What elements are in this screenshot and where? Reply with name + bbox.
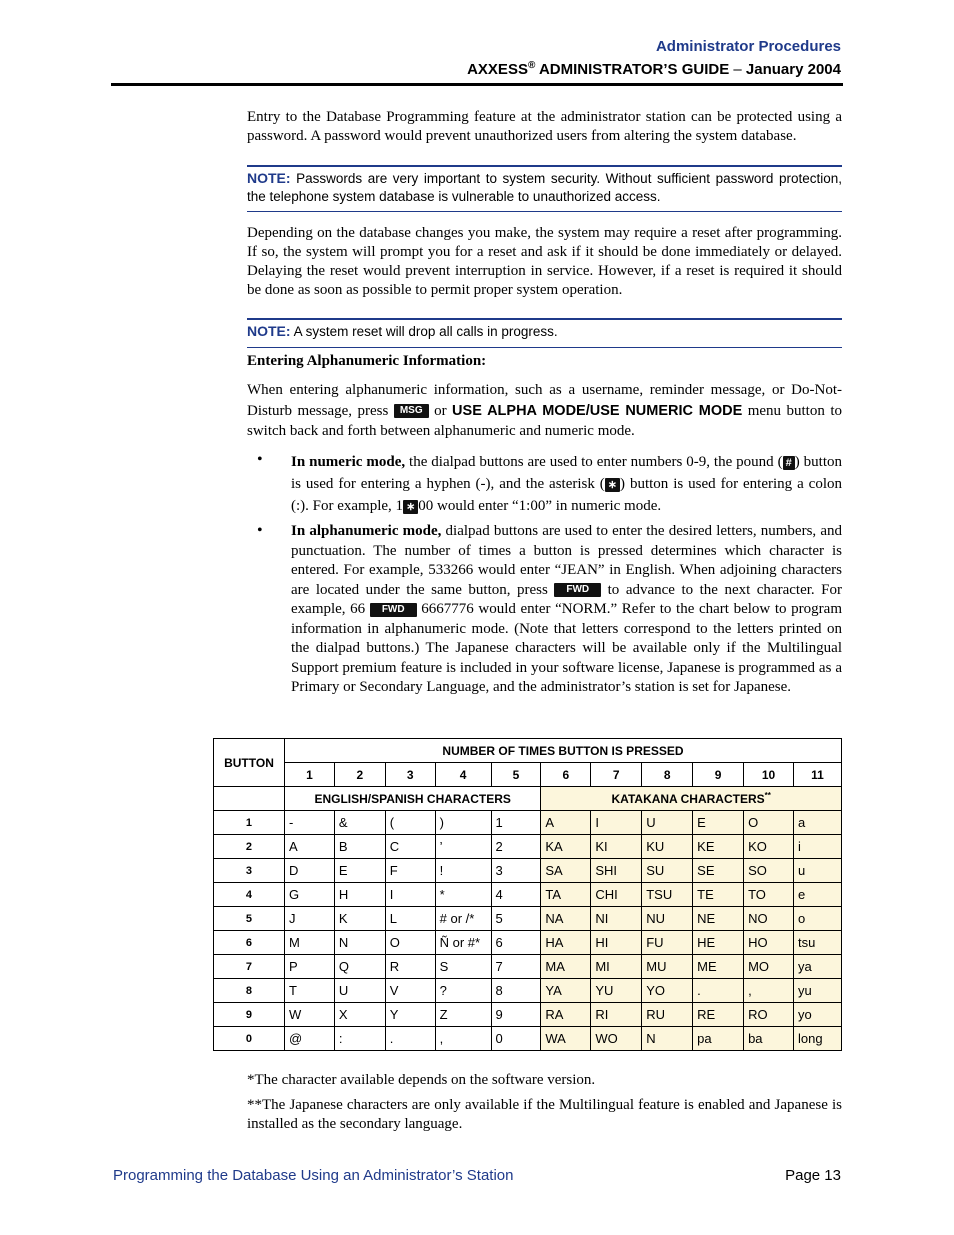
registered-mark: ®	[527, 60, 536, 71]
katakana-cell: O	[744, 811, 794, 835]
katakana-cell: RA	[541, 1003, 591, 1027]
katakana-cell: pa	[693, 1027, 744, 1051]
katakana-header-label: KATAKANA CHARACTERS	[611, 792, 765, 806]
english-cell: :	[334, 1027, 385, 1051]
numeric-mode-bullet	[291, 451, 842, 517]
english-cell: V	[385, 979, 435, 1003]
katakana-cell: o	[794, 907, 842, 931]
english-cell: 2	[491, 835, 541, 859]
english-cell: W	[284, 1003, 334, 1027]
katakana-header	[541, 787, 842, 811]
bullet-marker: •	[257, 522, 263, 539]
katakana-cell: NA	[541, 907, 591, 931]
press-count-header: 6	[541, 763, 591, 787]
intro-paragraph: Entry to the Database Programming feature at the administrator station can be protected using a password. A password would prevent unauthorized users from altering the system database.	[247, 109, 842, 144]
text-run: ) button is used for entering a colon (:). For example, 1	[291, 476, 842, 514]
press-count-header: 10	[744, 763, 794, 787]
button-cell: 1	[214, 811, 285, 835]
katakana-cell: KE	[693, 835, 744, 859]
katakana-cell: HE	[693, 931, 744, 955]
footnote-software-version: *The character available depends on the software version.	[247, 1072, 596, 1088]
press-count-header: 3	[385, 763, 435, 787]
footnote-japanese: **The Japanese characters are only available if the Multilingual feature is enabled and Japanese is installed as the secondary language.	[247, 1097, 842, 1132]
katakana-footnote-mark: **	[764, 791, 771, 800]
button-cell: 9	[214, 1003, 285, 1027]
katakana-cell: SE	[693, 859, 744, 883]
fwd-key: FWD	[370, 603, 417, 617]
bullet-lead: In alphanumeric mode,	[291, 523, 442, 539]
katakana-cell: E	[693, 811, 744, 835]
table-row	[214, 907, 842, 931]
english-cell: 7	[491, 955, 541, 979]
katakana-cell: MA	[541, 955, 591, 979]
english-cell: R	[385, 955, 435, 979]
english-cell: F	[385, 859, 435, 883]
press-count-header: 8	[642, 763, 693, 787]
english-cell: O	[385, 931, 435, 955]
english-cell: P	[284, 955, 334, 979]
katakana-cell: HI	[591, 931, 642, 955]
table-row	[214, 979, 842, 1003]
section-heading: Entering Alphanumeric Information:	[247, 353, 487, 369]
katakana-cell: I	[591, 811, 642, 835]
press-count-header: 7	[591, 763, 642, 787]
english-cell: -	[284, 811, 334, 835]
button-cell: 3	[214, 859, 285, 883]
katakana-cell: ya	[794, 955, 842, 979]
english-cell: 5	[491, 907, 541, 931]
english-cell: Q	[334, 955, 385, 979]
katakana-cell: MU	[642, 955, 693, 979]
katakana-cell: .	[693, 979, 744, 1003]
press-count-header: 9	[693, 763, 744, 787]
katakana-cell: YO	[642, 979, 693, 1003]
katakana-cell: MO	[744, 955, 794, 979]
katakana-cell: SA	[541, 859, 591, 883]
english-cell: 1	[491, 811, 541, 835]
text-run: ) button is used for entering a hyphen (-), and the asterisk (	[291, 454, 842, 492]
english-cell: S	[435, 955, 491, 979]
english-cell: N	[334, 931, 385, 955]
english-cell: X	[334, 1003, 385, 1027]
katakana-cell: CHI	[591, 883, 642, 907]
katakana-cell: MI	[591, 955, 642, 979]
asterisk-key: ∗	[605, 478, 620, 492]
note-password	[247, 165, 842, 212]
english-cell: I	[385, 883, 435, 907]
fwd-key: FWD	[554, 583, 601, 597]
english-cell: ,	[435, 1027, 491, 1051]
english-cell: A	[284, 835, 334, 859]
numeric-mode-command: USE NUMERIC MODE	[589, 402, 743, 419]
english-cell: *	[435, 883, 491, 907]
katakana-cell: ,	[744, 979, 794, 1003]
table-row	[214, 811, 842, 835]
alphanumeric-mode-bullet	[291, 522, 842, 698]
katakana-cell: NO	[744, 907, 794, 931]
text-run: the dialpad buttons are used to enter numbers 0-9, the pound (	[405, 454, 783, 470]
press-count-header: 4	[435, 763, 491, 787]
table-row	[214, 883, 842, 907]
bullet-marker: •	[257, 451, 263, 468]
text-run: 00 would enter “1:00” in numeric mode.	[418, 498, 662, 514]
english-cell: )	[435, 811, 491, 835]
header-section-title: Administrator Procedures	[655, 38, 841, 55]
title-dash: –	[729, 61, 746, 78]
english-cell: # or /*	[435, 907, 491, 931]
text-run: When entering alphanumeric information, such as a username, reminder message, or Do-Not-Disturb message, press	[247, 382, 842, 419]
guide-name-rest: ADMINISTRATOR’S GUIDE	[535, 61, 730, 78]
english-cell: ’	[435, 835, 491, 859]
english-cell: @	[284, 1027, 334, 1051]
katakana-cell: RI	[591, 1003, 642, 1027]
table-row	[214, 859, 842, 883]
press-count-header: 11	[794, 763, 842, 787]
english-cell: 6	[491, 931, 541, 955]
english-cell: .	[385, 1027, 435, 1051]
table-row	[214, 1003, 842, 1027]
note-text: Passwords are very important to system security. Without sufficient password protection, the telephone system database is vulnerable to unauthorized access.	[247, 171, 842, 204]
guide-date: January 2004	[745, 61, 841, 78]
empty-cell	[214, 787, 285, 811]
english-cell: J	[284, 907, 334, 931]
katakana-cell: SHI	[591, 859, 642, 883]
button-cell: 6	[214, 931, 285, 955]
katakana-cell: yu	[794, 979, 842, 1003]
button-cell: 2	[214, 835, 285, 859]
katakana-cell: N	[642, 1027, 693, 1051]
table-row	[214, 955, 842, 979]
asterisk-key: ∗	[403, 500, 418, 514]
text-run: menu button to switch back and forth between alphanumeric and numeric mode.	[247, 402, 842, 439]
english-cell: T	[284, 979, 334, 1003]
katakana-cell: TO	[744, 883, 794, 907]
msg-key: MSG	[394, 404, 429, 418]
katakana-cell: A	[541, 811, 591, 835]
presses-header: NUMBER OF TIMES BUTTON IS PRESSED	[284, 739, 841, 763]
katakana-cell: SU	[642, 859, 693, 883]
text-run: to advance to the next character. For example, 66	[291, 581, 842, 617]
english-cell: Ñ or #*	[435, 931, 491, 955]
character-chart-table	[213, 738, 842, 1051]
katakana-cell: TE	[693, 883, 744, 907]
reset-paragraph: Depending on the database changes you make, the system may require a reset after programming. If so, the system will prompt you for a reset and ask if it should be done immediately or delayed. Delaying the reset would prevent interruption in service. However, if a reset is required it should be done as soon as possible to permit proper system operation.	[247, 225, 842, 298]
katakana-cell: i	[794, 835, 842, 859]
note-label: NOTE:	[247, 323, 291, 339]
katakana-cell: ME	[693, 955, 744, 979]
note-label: NOTE:	[247, 170, 291, 186]
english-cell: H	[334, 883, 385, 907]
katakana-cell: HO	[744, 931, 794, 955]
katakana-cell: TSU	[642, 883, 693, 907]
english-cell: L	[385, 907, 435, 931]
footer-chapter-title: Programming the Database Using an Administrator’s Station	[113, 1167, 514, 1184]
katakana-cell: YU	[591, 979, 642, 1003]
bullet-lead: In numeric mode,	[291, 454, 406, 470]
button-cell: 4	[214, 883, 285, 907]
english-cell: U	[334, 979, 385, 1003]
katakana-cell: WA	[541, 1027, 591, 1051]
english-cell: 0	[491, 1027, 541, 1051]
katakana-cell: e	[794, 883, 842, 907]
katakana-cell: HA	[541, 931, 591, 955]
english-spanish-header: ENGLISH/SPANISH CHARACTERS	[284, 787, 540, 811]
katakana-cell: RO	[744, 1003, 794, 1027]
english-cell: B	[334, 835, 385, 859]
press-count-header: 5	[491, 763, 541, 787]
english-cell: M	[284, 931, 334, 955]
katakana-cell: tsu	[794, 931, 842, 955]
english-cell: C	[385, 835, 435, 859]
english-cell: E	[334, 859, 385, 883]
english-cell: &	[334, 811, 385, 835]
button-cell: 0	[214, 1027, 285, 1051]
button-cell: 8	[214, 979, 285, 1003]
english-cell: G	[284, 883, 334, 907]
katakana-cell: NU	[642, 907, 693, 931]
katakana-cell: KU	[642, 835, 693, 859]
pound-key: #	[783, 456, 795, 470]
alpha-mode-command: USE ALPHA MODE	[452, 402, 586, 419]
button-cell: 7	[214, 955, 285, 979]
katakana-cell: long	[794, 1027, 842, 1051]
katakana-cell: TA	[541, 883, 591, 907]
english-cell: 9	[491, 1003, 541, 1027]
note-text: A system reset will drop all calls in progress.	[290, 324, 558, 339]
english-cell: ?	[435, 979, 491, 1003]
slash: /	[585, 402, 590, 419]
katakana-cell: KI	[591, 835, 642, 859]
text-run: or	[428, 402, 453, 419]
katakana-cell: a	[794, 811, 842, 835]
page-number: Page 13	[785, 1167, 841, 1184]
alpha-mode-paragraph	[247, 380, 842, 442]
english-cell: Y	[385, 1003, 435, 1027]
katakana-cell: FU	[642, 931, 693, 955]
table-row	[214, 931, 842, 955]
english-cell: K	[334, 907, 385, 931]
katakana-cell: ba	[744, 1027, 794, 1051]
press-count-header: 1	[284, 763, 334, 787]
english-cell: !	[435, 859, 491, 883]
katakana-cell: WO	[591, 1027, 642, 1051]
button-column-header: BUTTON	[214, 739, 285, 787]
guide-name: AXXESS	[467, 61, 528, 78]
katakana-cell: KO	[744, 835, 794, 859]
table-row	[214, 1027, 842, 1051]
text-run: 6667776 would enter “NORM.” Refer to the chart below to program information in alphanumeric mode. (Note that letters correspond to the letters printed on the dialpad buttons.) The Japanese characters will be available only if the Multilingual Support premium feature is included in your software license, Japanese is programmed as a Primary or Secondary Language, and the administrator’s station is set for Japanese.	[291, 601, 842, 695]
katakana-cell: KA	[541, 835, 591, 859]
english-cell: D	[284, 859, 334, 883]
katakana-cell: U	[642, 811, 693, 835]
header-rule	[111, 83, 843, 86]
katakana-cell: yo	[794, 1003, 842, 1027]
button-cell: 5	[214, 907, 285, 931]
katakana-cell: RE	[693, 1003, 744, 1027]
katakana-cell: NE	[693, 907, 744, 931]
katakana-cell: SO	[744, 859, 794, 883]
english-cell: 8	[491, 979, 541, 1003]
katakana-cell: u	[794, 859, 842, 883]
english-cell: Z	[435, 1003, 491, 1027]
header-guide-title	[467, 60, 841, 78]
katakana-cell: NI	[591, 907, 642, 931]
katakana-cell: YA	[541, 979, 591, 1003]
katakana-cell: RU	[642, 1003, 693, 1027]
english-cell: 3	[491, 859, 541, 883]
press-count-header: 2	[334, 763, 385, 787]
english-cell: (	[385, 811, 435, 835]
english-cell: 4	[491, 883, 541, 907]
note-reset	[247, 318, 842, 348]
table-row	[214, 835, 842, 859]
text-run: dialpad buttons are used to enter the desired letters, numbers, and punctuation. The number of times a button is pressed determines which character is entered. For example, 533266 would enter “JEAN” in English. When adjoining characters are located under the same button, press	[291, 523, 842, 598]
